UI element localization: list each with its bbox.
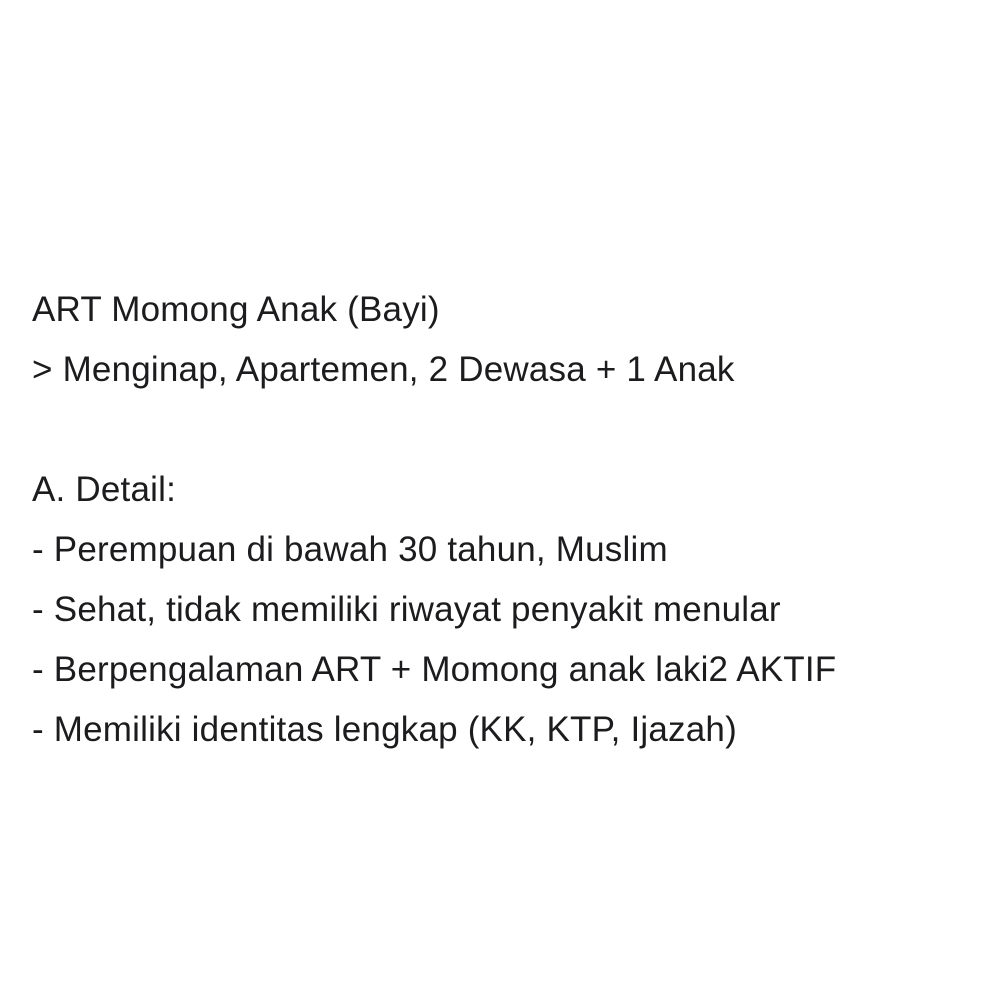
blank-line [32, 400, 1000, 460]
detail-item: - Memiliki identitas lengkap (KK, KTP, Ijazah) [32, 710, 737, 749]
note-body [32, 280, 1000, 760]
note-title: ART Momong Anak (Bayi) [32, 290, 440, 329]
note-subtitle: > Menginap, Apartemen, 2 Dewasa + 1 Anak [32, 350, 735, 389]
detail-item: - Perempuan di bawah 30 tahun, Muslim [32, 530, 668, 569]
detail-item: - Sehat, tidak memiliki riwayat penyakit menular [32, 590, 781, 629]
section-heading: A. Detail: [32, 470, 176, 509]
detail-item: - Berpengalaman ART + Momong anak laki2 AKTIF [32, 650, 837, 689]
